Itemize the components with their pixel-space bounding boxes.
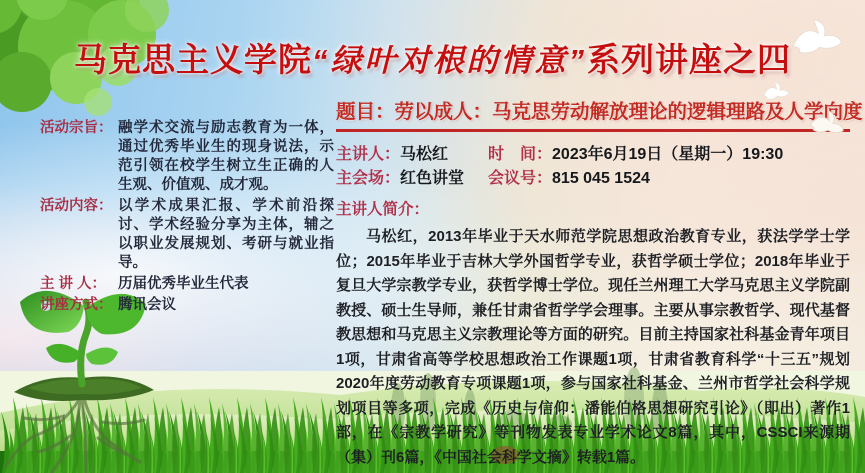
info-item-speakers (40, 275, 334, 294)
bio-heading: 主讲人简介： (336, 201, 430, 218)
info-text: 以学术成果汇报、学术前沿探讨、学术经验分享为主体，辅之以职业发展规划、考研与就业指导。 (118, 198, 334, 271)
speaker-label: 主讲人： (336, 146, 401, 163)
info-item-content (40, 197, 334, 273)
speaker-name: 马松红 (400, 146, 449, 163)
meeting-label: 会议号： (488, 170, 553, 187)
info-item-purpose (40, 119, 334, 195)
title-prefix: 马克思主义学院 (74, 41, 312, 78)
info-label: 主 讲 人： (40, 276, 107, 292)
info-text: 腾讯会议 (118, 297, 176, 313)
lecture-details-panel (336, 96, 863, 470)
meeting-number: 815 045 1524 (552, 170, 650, 187)
title-quoted-theme: “绿叶对根的情意” (312, 43, 587, 78)
info-label: 讲座方式： (40, 297, 113, 313)
venue-label: 主会场： (336, 170, 401, 187)
info-label: 活动内容： (40, 198, 113, 214)
venue-name: 红色讲堂 (400, 170, 465, 187)
info-text: 融学术交流与励志教育为一体，通过优秀毕业生的现身说法，示范引领在校学生树立生正确的人生观、价值观、成才观。 (118, 120, 334, 193)
speaker-bio-paragraph: 马松红，2013年毕业于天水师范学院思想政治教育专业，获法学学士学位；2015年毕业于吉林大学外国哲学专业，获哲学硕士学位；2018年毕业于复旦大学宗教学专业，获哲学博士学位。现任兰州理工大学马克思主义学院副教授、硕士生导师，兼任甘肃省哲学学会理事。主要从事宗教哲学、现代基督教思想和马克思主义宗教理论等方面的研究。目前主持国家社科基金青年项目1项，甘肃省高等学校思想政治工作课题1项，甘肃省教育科学“十三五”规划2020年度劳动教育专项课题1项，参与国家社科基金、兰州市哲学社会科学规划项目等多项，完成《历史与信仰：潘能伯格思想研究引论》（即出）著作1部，在《宗教学研究》等刊物发表专业学术论文8篇，其中，CSSCI来源期（集）刊6篇，《中国社会科学文摘》转载1篇。 (336, 228, 850, 466)
info-item-format (40, 296, 334, 315)
speaker-time-row (336, 143, 850, 167)
info-label: 活动宗旨： (40, 120, 113, 136)
time-value: 2023年6月19日（星期一）19:30 (552, 146, 784, 163)
topic-title: 劳以成人：马克思劳动解放理论的逻辑理路及人学向度 (394, 101, 863, 123)
lecture-topic (336, 96, 863, 132)
topic-label: 题目： (336, 101, 395, 123)
info-text: 历届优秀毕业生代表 (118, 276, 249, 292)
title-suffix: 系列讲座之四 (587, 41, 791, 78)
venue-meeting-row (336, 167, 850, 191)
activity-info-panel (40, 119, 334, 317)
page-title (0, 34, 865, 81)
time-label: 时 间： (488, 146, 553, 163)
